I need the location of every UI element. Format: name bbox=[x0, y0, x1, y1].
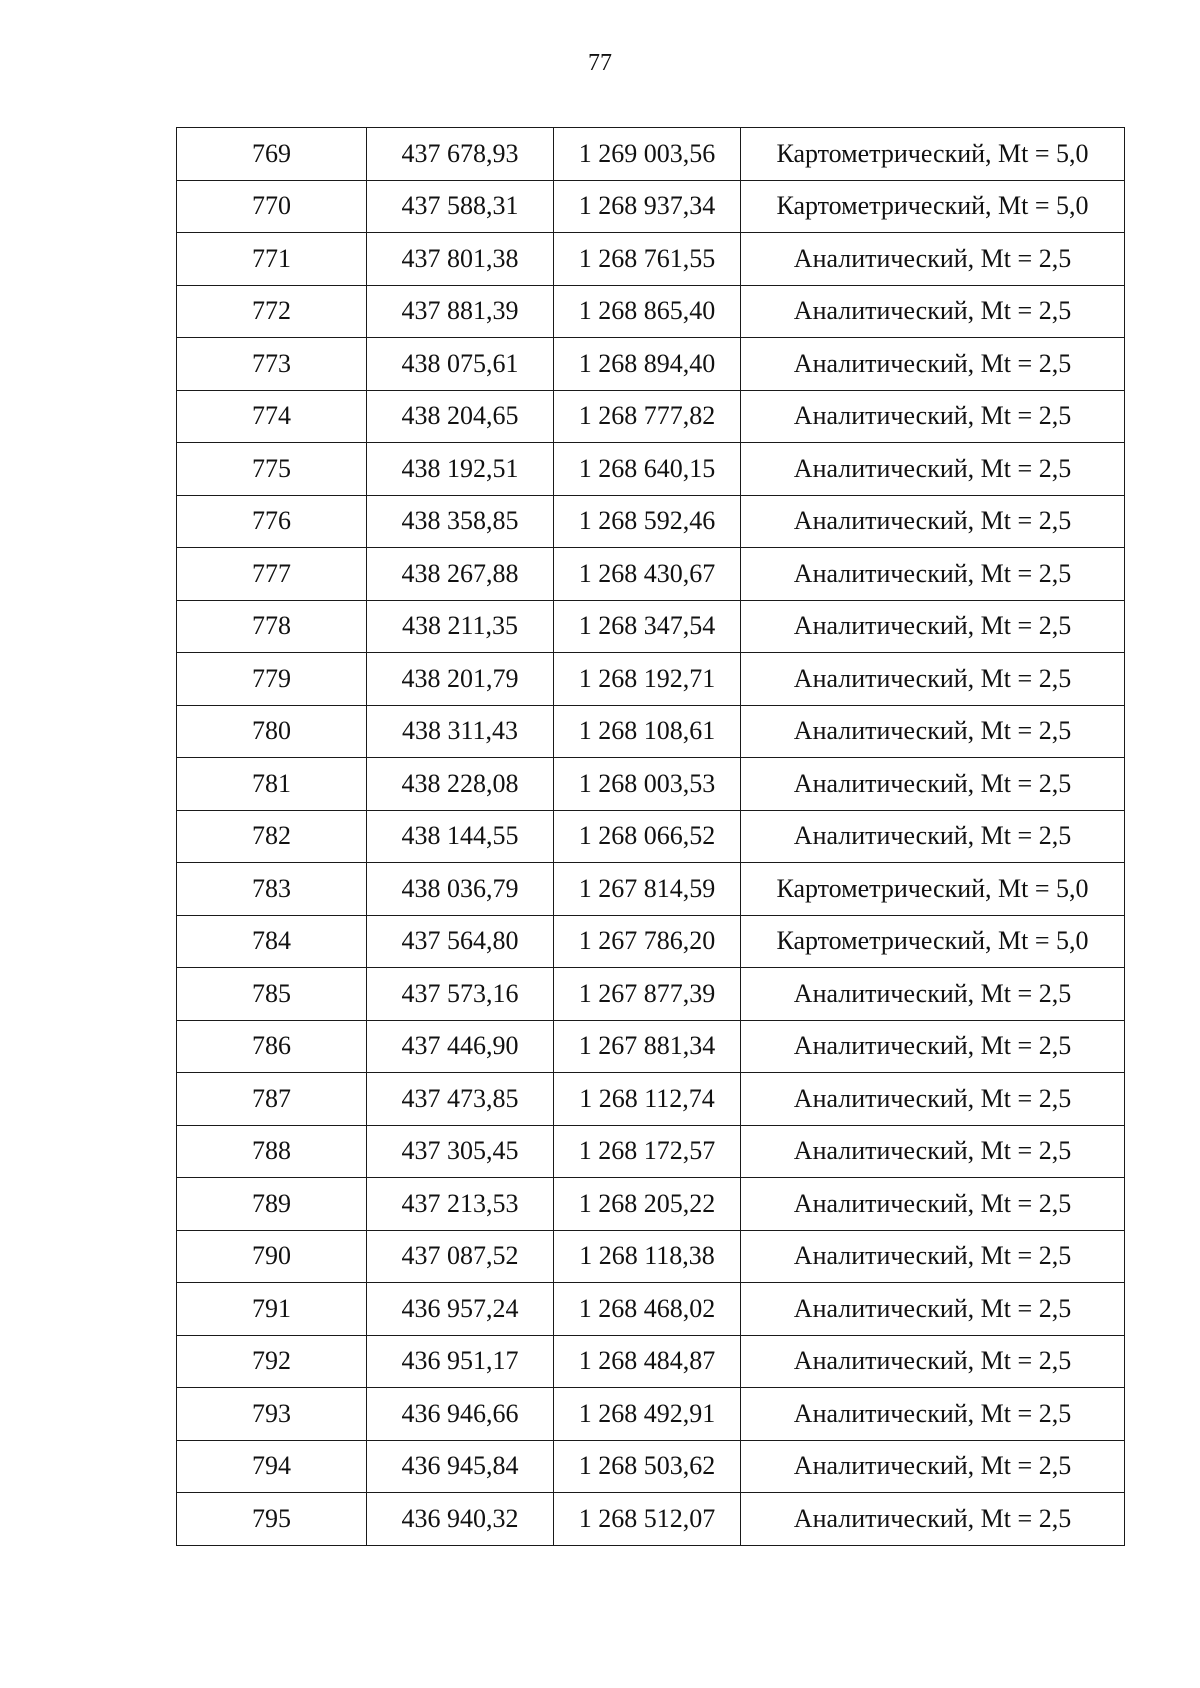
point-number-cell: 770 bbox=[177, 180, 367, 233]
x-coordinate-cell: 438 311,43 bbox=[367, 705, 554, 758]
table-row bbox=[177, 390, 1125, 443]
method-cell: Аналитический, Mt = 2,5 bbox=[741, 338, 1125, 391]
point-number-cell: 795 bbox=[177, 1493, 367, 1546]
y-coordinate-cell: 1 267 877,39 bbox=[554, 968, 741, 1021]
method-cell: Аналитический, Mt = 2,5 bbox=[741, 758, 1125, 811]
point-number-cell: 781 bbox=[177, 758, 367, 811]
method-cell: Аналитический, Mt = 2,5 bbox=[741, 390, 1125, 443]
method-cell: Аналитический, Mt = 2,5 bbox=[741, 443, 1125, 496]
y-coordinate-cell: 1 268 640,15 bbox=[554, 443, 741, 496]
x-coordinate-cell: 436 940,32 bbox=[367, 1493, 554, 1546]
table-row bbox=[177, 338, 1125, 391]
method-cell: Аналитический, Mt = 2,5 bbox=[741, 705, 1125, 758]
method-cell: Аналитический, Mt = 2,5 bbox=[741, 600, 1125, 653]
x-coordinate-cell: 436 946,66 bbox=[367, 1388, 554, 1441]
method-cell: Аналитический, Mt = 2,5 bbox=[741, 1020, 1125, 1073]
table-row bbox=[177, 1493, 1125, 1546]
point-number-cell: 794 bbox=[177, 1440, 367, 1493]
x-coordinate-cell: 438 267,88 bbox=[367, 548, 554, 601]
method-cell: Аналитический, Mt = 2,5 bbox=[741, 1178, 1125, 1231]
y-coordinate-cell: 1 268 192,71 bbox=[554, 653, 741, 706]
x-coordinate-cell: 438 036,79 bbox=[367, 863, 554, 916]
table-row bbox=[177, 653, 1125, 706]
y-coordinate-cell: 1 269 003,56 bbox=[554, 128, 741, 181]
y-coordinate-cell: 1 268 503,62 bbox=[554, 1440, 741, 1493]
table-row bbox=[177, 443, 1125, 496]
x-coordinate-cell: 437 881,39 bbox=[367, 285, 554, 338]
y-coordinate-cell: 1 267 881,34 bbox=[554, 1020, 741, 1073]
x-coordinate-cell: 438 144,55 bbox=[367, 810, 554, 863]
y-coordinate-cell: 1 268 777,82 bbox=[554, 390, 741, 443]
x-coordinate-cell: 437 087,52 bbox=[367, 1230, 554, 1283]
table-row bbox=[177, 1335, 1125, 1388]
method-cell: Аналитический, Mt = 2,5 bbox=[741, 1440, 1125, 1493]
point-number-cell: 790 bbox=[177, 1230, 367, 1283]
method-cell: Аналитический, Mt = 2,5 bbox=[741, 233, 1125, 286]
point-number-cell: 780 bbox=[177, 705, 367, 758]
method-cell: Аналитический, Mt = 2,5 bbox=[741, 548, 1125, 601]
y-coordinate-cell: 1 267 786,20 bbox=[554, 915, 741, 968]
method-cell: Аналитический, Mt = 2,5 bbox=[741, 1073, 1125, 1126]
y-coordinate-cell: 1 268 112,74 bbox=[554, 1073, 741, 1126]
method-cell: Аналитический, Mt = 2,5 bbox=[741, 653, 1125, 706]
y-coordinate-cell: 1 268 512,07 bbox=[554, 1493, 741, 1546]
table-row bbox=[177, 915, 1125, 968]
point-number-cell: 788 bbox=[177, 1125, 367, 1178]
point-number-cell: 783 bbox=[177, 863, 367, 916]
table-row bbox=[177, 863, 1125, 916]
y-coordinate-cell: 1 267 814,59 bbox=[554, 863, 741, 916]
table-row bbox=[177, 705, 1125, 758]
point-number-cell: 772 bbox=[177, 285, 367, 338]
point-number-cell: 786 bbox=[177, 1020, 367, 1073]
x-coordinate-cell: 438 211,35 bbox=[367, 600, 554, 653]
table-row bbox=[177, 180, 1125, 233]
point-number-cell: 775 bbox=[177, 443, 367, 496]
point-number-cell: 787 bbox=[177, 1073, 367, 1126]
x-coordinate-cell: 438 204,65 bbox=[367, 390, 554, 443]
method-cell: Аналитический, Mt = 2,5 bbox=[741, 285, 1125, 338]
x-coordinate-cell: 438 201,79 bbox=[367, 653, 554, 706]
y-coordinate-cell: 1 268 492,91 bbox=[554, 1388, 741, 1441]
coordinates-table-body bbox=[177, 128, 1125, 1546]
y-coordinate-cell: 1 268 003,53 bbox=[554, 758, 741, 811]
table-row bbox=[177, 1388, 1125, 1441]
x-coordinate-cell: 436 945,84 bbox=[367, 1440, 554, 1493]
point-number-cell: 789 bbox=[177, 1178, 367, 1231]
method-cell: Аналитический, Mt = 2,5 bbox=[741, 810, 1125, 863]
point-number-cell: 785 bbox=[177, 968, 367, 1021]
y-coordinate-cell: 1 268 066,52 bbox=[554, 810, 741, 863]
x-coordinate-cell: 437 305,45 bbox=[367, 1125, 554, 1178]
y-coordinate-cell: 1 268 894,40 bbox=[554, 338, 741, 391]
table-row bbox=[177, 1073, 1125, 1126]
table-row bbox=[177, 1440, 1125, 1493]
point-number-cell: 769 bbox=[177, 128, 367, 181]
point-number-cell: 776 bbox=[177, 495, 367, 548]
y-coordinate-cell: 1 268 430,67 bbox=[554, 548, 741, 601]
y-coordinate-cell: 1 268 592,46 bbox=[554, 495, 741, 548]
x-coordinate-cell: 437 801,38 bbox=[367, 233, 554, 286]
y-coordinate-cell: 1 268 108,61 bbox=[554, 705, 741, 758]
y-coordinate-cell: 1 268 865,40 bbox=[554, 285, 741, 338]
point-number-cell: 773 bbox=[177, 338, 367, 391]
table-row bbox=[177, 1230, 1125, 1283]
page-number: 77 bbox=[588, 50, 612, 76]
x-coordinate-cell: 437 446,90 bbox=[367, 1020, 554, 1073]
method-cell: Аналитический, Mt = 2,5 bbox=[741, 1388, 1125, 1441]
table-row bbox=[177, 600, 1125, 653]
point-number-cell: 771 bbox=[177, 233, 367, 286]
y-coordinate-cell: 1 268 172,57 bbox=[554, 1125, 741, 1178]
y-coordinate-cell: 1 268 205,22 bbox=[554, 1178, 741, 1231]
table-row bbox=[177, 1020, 1125, 1073]
method-cell: Картометрический, Mt = 5,0 bbox=[741, 128, 1125, 181]
point-number-cell: 782 bbox=[177, 810, 367, 863]
method-cell: Картометрический, Mt = 5,0 bbox=[741, 863, 1125, 916]
point-number-cell: 784 bbox=[177, 915, 367, 968]
table-row bbox=[177, 1178, 1125, 1231]
x-coordinate-cell: 437 564,80 bbox=[367, 915, 554, 968]
table-row bbox=[177, 233, 1125, 286]
table-row bbox=[177, 495, 1125, 548]
table-row bbox=[177, 1125, 1125, 1178]
table-row bbox=[177, 968, 1125, 1021]
x-coordinate-cell: 438 075,61 bbox=[367, 338, 554, 391]
method-cell: Аналитический, Mt = 2,5 bbox=[741, 495, 1125, 548]
x-coordinate-cell: 438 228,08 bbox=[367, 758, 554, 811]
table-row bbox=[177, 128, 1125, 181]
method-cell: Аналитический, Mt = 2,5 bbox=[741, 1283, 1125, 1336]
y-coordinate-cell: 1 268 347,54 bbox=[554, 600, 741, 653]
x-coordinate-cell: 438 192,51 bbox=[367, 443, 554, 496]
y-coordinate-cell: 1 268 118,38 bbox=[554, 1230, 741, 1283]
y-coordinate-cell: 1 268 468,02 bbox=[554, 1283, 741, 1336]
x-coordinate-cell: 437 678,93 bbox=[367, 128, 554, 181]
x-coordinate-cell: 436 957,24 bbox=[367, 1283, 554, 1336]
table-row bbox=[177, 548, 1125, 601]
method-cell: Аналитический, Mt = 2,5 bbox=[741, 968, 1125, 1021]
point-number-cell: 791 bbox=[177, 1283, 367, 1336]
method-cell: Картометрический, Mt = 5,0 bbox=[741, 915, 1125, 968]
table-row bbox=[177, 1283, 1125, 1336]
method-cell: Картометрический, Mt = 5,0 bbox=[741, 180, 1125, 233]
point-number-cell: 777 bbox=[177, 548, 367, 601]
method-cell: Аналитический, Mt = 2,5 bbox=[741, 1493, 1125, 1546]
x-coordinate-cell: 437 473,85 bbox=[367, 1073, 554, 1126]
y-coordinate-cell: 1 268 484,87 bbox=[554, 1335, 741, 1388]
table-row bbox=[177, 285, 1125, 338]
x-coordinate-cell: 437 588,31 bbox=[367, 180, 554, 233]
y-coordinate-cell: 1 268 937,34 bbox=[554, 180, 741, 233]
table-row bbox=[177, 758, 1125, 811]
x-coordinate-cell: 437 213,53 bbox=[367, 1178, 554, 1231]
table-row bbox=[177, 810, 1125, 863]
method-cell: Аналитический, Mt = 2,5 bbox=[741, 1230, 1125, 1283]
point-number-cell: 793 bbox=[177, 1388, 367, 1441]
point-number-cell: 779 bbox=[177, 653, 367, 706]
coordinates-table bbox=[176, 127, 1125, 1546]
method-cell: Аналитический, Mt = 2,5 bbox=[741, 1335, 1125, 1388]
point-number-cell: 792 bbox=[177, 1335, 367, 1388]
x-coordinate-cell: 437 573,16 bbox=[367, 968, 554, 1021]
method-cell: Аналитический, Mt = 2,5 bbox=[741, 1125, 1125, 1178]
point-number-cell: 774 bbox=[177, 390, 367, 443]
x-coordinate-cell: 438 358,85 bbox=[367, 495, 554, 548]
point-number-cell: 778 bbox=[177, 600, 367, 653]
y-coordinate-cell: 1 268 761,55 bbox=[554, 233, 741, 286]
x-coordinate-cell: 436 951,17 bbox=[367, 1335, 554, 1388]
